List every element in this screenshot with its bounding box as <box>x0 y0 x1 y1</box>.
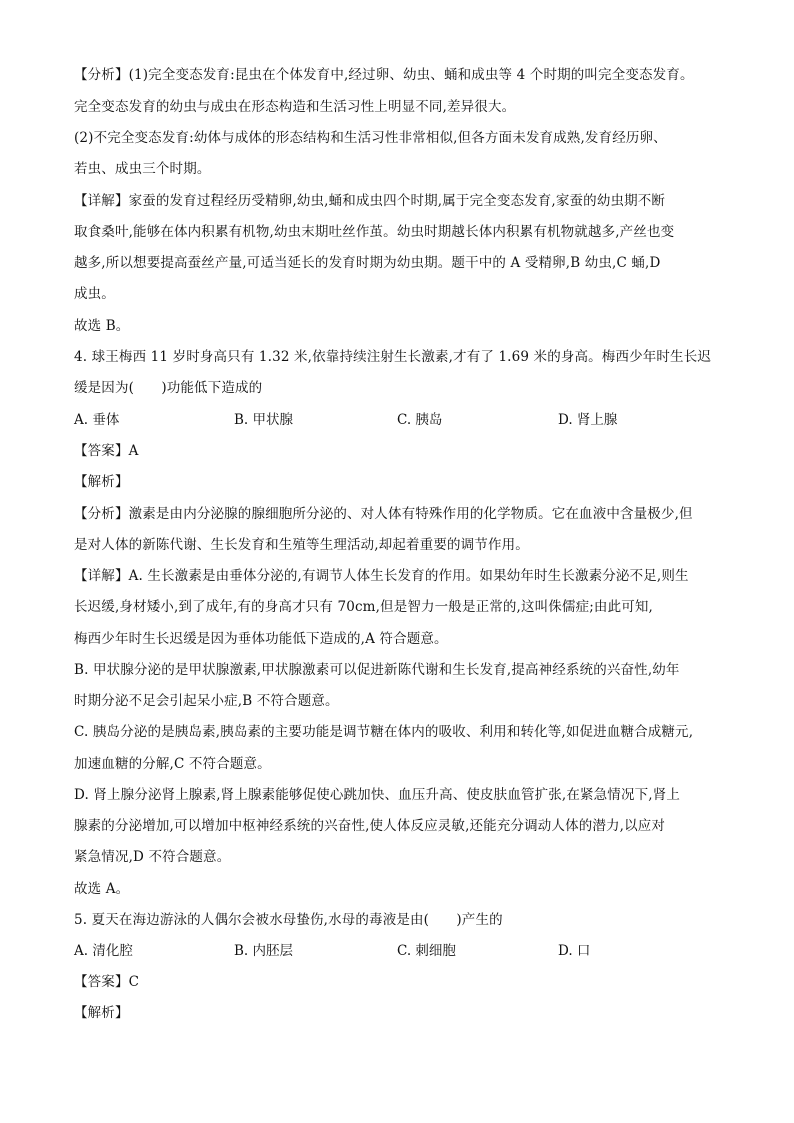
answer-label-5: 【答案】C <box>74 974 140 990</box>
q4-detail-c-line-2: 加速血糖的分解,C 不符合题意。 <box>74 756 271 772</box>
analysis-line-4: 若虫、成虫三个时期。 <box>74 161 211 177</box>
choose-line: 故选 B。 <box>74 318 130 334</box>
q4-detail-d-line-2: 腺素的分泌增加,可以增加中枢神经系统的兴奋性,使人体反应灵敏,还能充分调动人体的潜力,以应对 <box>74 818 666 834</box>
detail-line-3: 越多,所以想要提高蚕丝产量,可适当延长的发育时期为幼虫期。题干中的 A 受精卵,B 幼虫,C 蛹,D <box>74 255 661 271</box>
detail-line-1: 【详解】家蚕的发育过程经历受精卵,幼虫,蛹和成虫四个时期,属于完全变态发育,家蚕的幼虫期不断 <box>74 193 666 209</box>
q4-option-b: B. 甲状腺 <box>234 412 294 428</box>
q4-option-d: D. 肾上腺 <box>558 412 618 428</box>
question-5-line: 5. 夏天在海边游泳的人偶尔会被水母蛰伤,水母的毒液是由( )产生的 <box>74 912 503 928</box>
q4-detail-a-line-1: 【详解】A. 生长激素是由垂体分泌的,有调节人体生长发育的作用。如果幼年时生长激素分泌不足,则生 <box>74 568 689 584</box>
answer-label-4: 【答案】A <box>74 443 139 459</box>
analysis-line-3: (2)不完全变态发育:幼体与成体的形态结构和生活习性非常相似,但各方面未发育成熟,发育经历卵、 <box>74 130 667 146</box>
q4-choose-line: 故选 A。 <box>74 881 130 897</box>
detail-line-4: 成虫。 <box>74 286 115 302</box>
q4-detail-c-line-1: C. 胰岛分泌的是胰岛素,胰岛素的主要功能是调节糖在体内的吸收、利用和转化等,如促进血糖合成糖元, <box>74 724 694 740</box>
analysis-line-2: 完全变态发育的幼虫与成虫在形态构造和生活习性上明显不同,差异很大。 <box>74 99 516 115</box>
q4-detail-b-line-2: 时期分泌不足会引起呆小症,B 不符合题意。 <box>74 693 339 709</box>
question-4-line-1: 4. 球王梅西 11 岁时身高只有 1.32 米,依靠持续注射生长激素,才有了 1.69 米的身高。梅西少年时生长迟 <box>74 349 711 365</box>
detail-line-2: 取食桑叶,能够在体内积累有机物,幼虫末期吐丝作茧。幼虫时期越长体内积累有机物就越多,产丝也变 <box>74 224 675 240</box>
q5-option-c: C. 刺细胞 <box>397 943 456 959</box>
explanation-label-4: 【解析】 <box>74 474 129 490</box>
explanation-label-5: 【解析】 <box>74 1005 129 1021</box>
q4-detail-d-line-3: 紧急情况,D 不符合题意。 <box>74 849 231 865</box>
question-4-line-2: 缓是因为( )功能低下造成的 <box>74 380 263 396</box>
q5-option-d: D. 口 <box>558 943 591 959</box>
q4-detail-d-line-1: D. 肾上腺分泌肾上腺素,肾上腺素能够促使心跳加快、血压升高、使皮肤血管扩张,在紧急情况下,肾上 <box>74 787 680 803</box>
q4-analysis-line-1: 【分析】激素是由内分泌腺的腺细胞所分泌的、对人体有特殊作用的化学物质。它在血液中含量极少,但 <box>74 506 693 522</box>
analysis-line-1: 【分析】(1)完全变态发育:昆虫在个体发育中,经过卵、幼虫、蛹和成虫等 4 个时期的叫完全变态发育。 <box>74 67 694 83</box>
q4-analysis-line-2: 是对人体的新陈代谢、生长发育和生殖等生理活动,却起着重要的调节作用。 <box>74 537 529 553</box>
q4-option-c: C. 胰岛 <box>397 412 443 428</box>
q4-detail-a-line-2: 长迟缓,身材矮小,到了成年,有的身高才只有 70cm,但是智力一般是正常的,这叫侏儒症;由此可知, <box>74 599 653 615</box>
q4-detail-b-line-1: B. 甲状腺分泌的是甲状腺激素,甲状腺激素可以促进新陈代谢和生长发育,提高神经系统的兴奋性,幼年 <box>74 662 680 678</box>
q5-option-b: B. 内胚层 <box>234 943 294 959</box>
q4-option-a: A. 垂体 <box>74 412 120 428</box>
q5-option-a: A. 清化腔 <box>74 943 133 959</box>
q4-detail-a-line-3: 梅西少年时生长迟缓是因为垂体功能低下造成的,A 符合题意。 <box>74 631 448 647</box>
